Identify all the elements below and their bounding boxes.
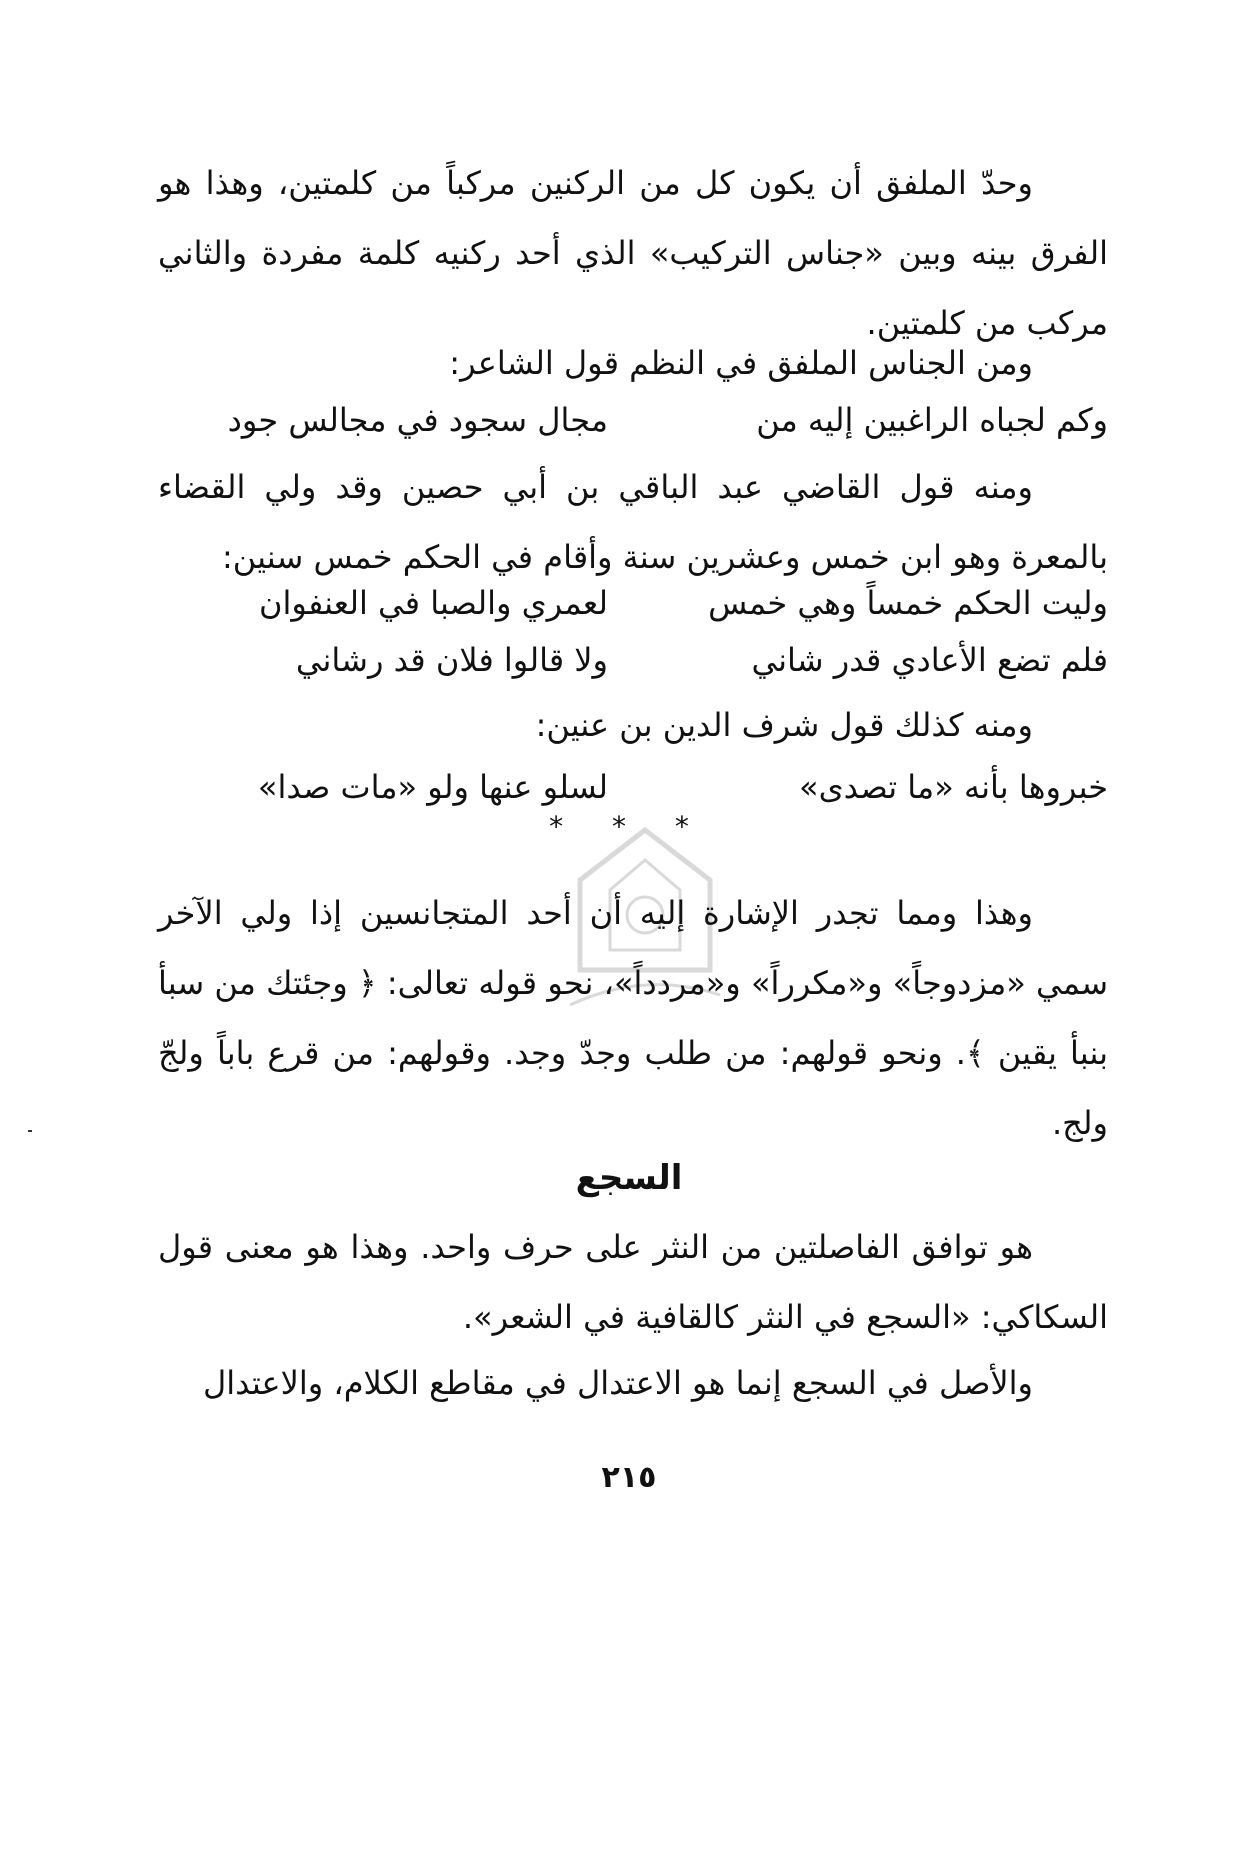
verse-1-first-hemistich: وكم لجباه الراغبين إليه من <box>756 401 1108 439</box>
section-heading-saj: السجع <box>575 1158 683 1198</box>
verse-4-first-hemistich: خبروها بأنه «ما تصدى» <box>799 768 1108 806</box>
section-separator: * * * <box>549 810 709 843</box>
verse-1-second-hemistich: مجال سجود في مجالس جود <box>227 401 608 439</box>
verse-2-first-hemistich: وليت الحكم خمساً وهي خمس <box>708 584 1108 622</box>
paragraph-sharaf-quote-intro: ومنه كذلك قول شرف الدين بن عنين: <box>535 706 1033 744</box>
paragraph-muzdawaj-note: وهذا ومما تجدر الإشارة إليه أن أحد المتجانسين إذا ولي الآخر سمي «مزدوجاً» و«مكرراً» و«مردداً»، نحو قوله تعالى: ﴿ وجئتك من سبأ بنبأ يقين ﴾. ونحو قولهم: من طلب وجدّ وجد. وقولهم: من قرع باباً ولجّ ولج. <box>158 894 1108 1142</box>
paragraph-saj-principle: والأصل في السجع إنما هو الاعتدال في مقاطع الكلام، والاعتدال <box>202 1364 1033 1402</box>
verse-3-first-hemistich: فلم تضع الأعادي قدر شاني <box>751 641 1108 679</box>
paragraph-judge-quote-intro: ومنه قول القاضي عبد الباقي بن أبي حصين وقد ولي القضاء بالمعرة وهو ابن خمس وعشرين سنة وأقام في الحكم خمس سنين: <box>158 468 1108 576</box>
verse-4-second-hemistich: لسلو عنها ولو «مات صدا» <box>257 768 608 806</box>
paragraph-saj-definition: هو توافق الفاصلتين من النثر على حرف واحد. وهذا هو معنى قول السكاكي: «السجع في النثر كالقافية في الشعر». <box>158 1228 1108 1336</box>
page-number: ٢١٥ <box>601 1460 657 1495</box>
verse-2-second-hemistich: لعمري والصبا في العنفوان <box>259 584 608 622</box>
margin-speck <box>28 1130 32 1132</box>
paragraph-poetry-intro: ومن الجناس الملفق في النظم قول الشاعر: <box>449 344 1033 382</box>
paragraph-melfaq-definition: وحدّ الملفق أن يكون كل من الركنين مركباً من كلمتين، وهذا هو الفرق بينه وبين «جناس التركيب» الذي أحد ركنيه كلمة مفردة والثاني مركب من كلمتين. <box>158 164 1108 342</box>
verse-3-second-hemistich: ولا قالوا فلان قد رشاني <box>295 641 608 679</box>
